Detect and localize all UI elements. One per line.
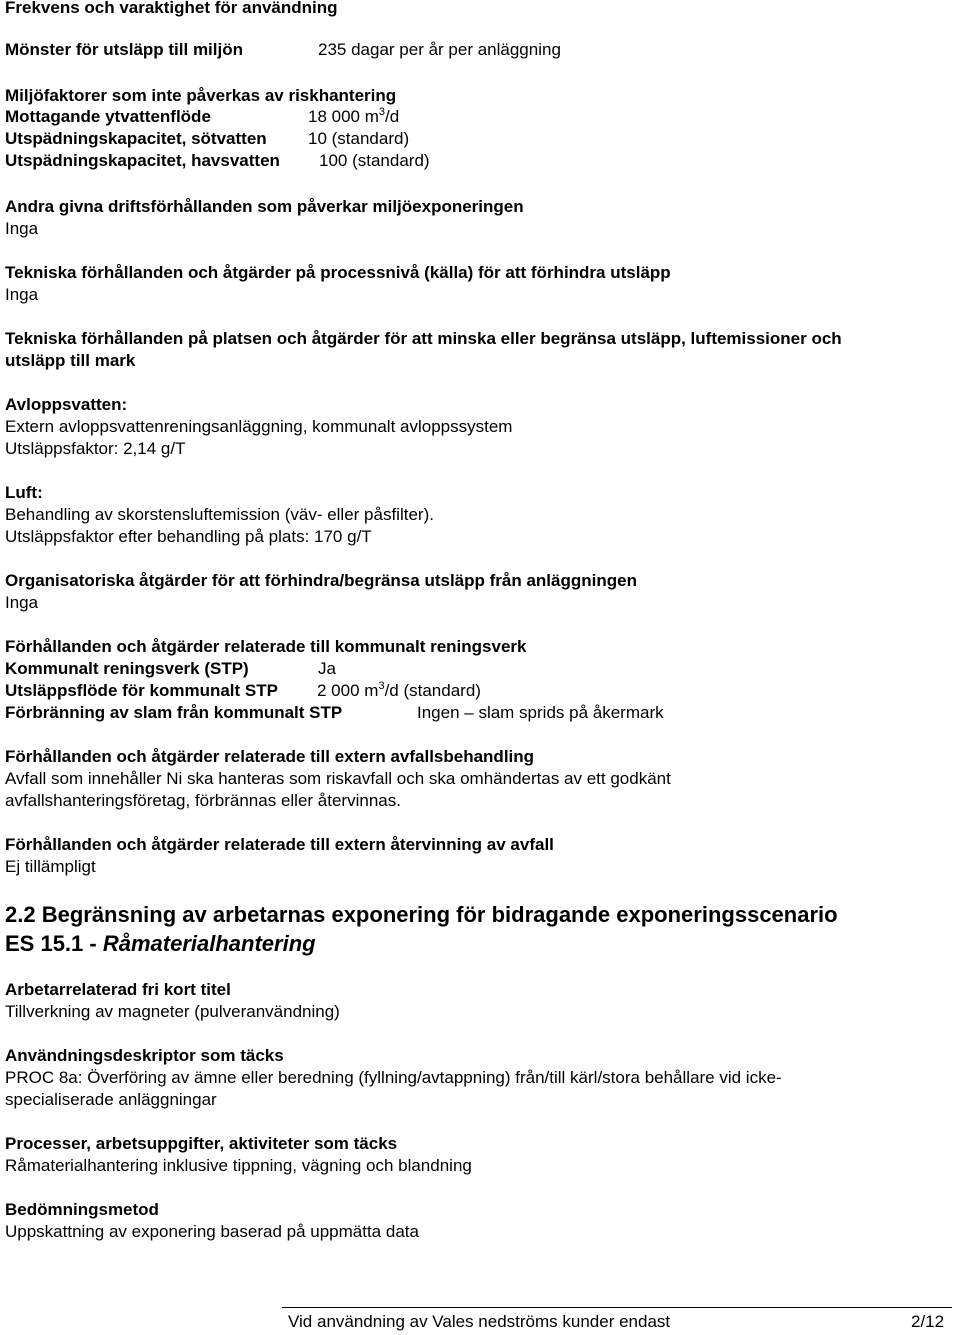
processes-value: Råmaterialhantering inklusive tippning, vägning och blandning (5, 1156, 472, 1175)
air-line2: Utsläppsfaktor efter behandling på plats: 170 g/T (5, 527, 372, 546)
sea-value: 100 (standard) (319, 151, 430, 170)
freq-heading: Frekvens och varaktighet för användning (5, 0, 338, 17)
ext-waste-heading: Förhållanden och åtgärder relaterade till extern avfallsbehandling (5, 747, 535, 766)
ext-recycle-heading: Förhållanden och åtgärder relaterade till extern återvinning av avfall (5, 835, 554, 854)
page-number: 2/12 (911, 1312, 945, 1331)
waste-water-label: Avloppsvatten: (5, 395, 128, 414)
processes-heading: Processer, arbetsuppgifter, aktiviteter som täcks (5, 1134, 398, 1153)
pattern-value: 235 dagar per år per anläggning (318, 40, 561, 59)
worker-title-value: Tillverkning av magneter (pulveranvändning) (5, 1002, 340, 1021)
sea-label: Utspädningskapacitet, havsvatten (5, 151, 280, 170)
ext-waste-line1: Avfall som innehåller Ni ska hanteras som riskavfall och ska omhändertas av ett godkänt (5, 769, 671, 788)
air-label: Luft: (5, 483, 43, 502)
org-heading: Organisatoriska åtgärder för att förhindra/begränsa utsläpp från anläggningen (5, 571, 637, 590)
tech-process-value: Inga (5, 285, 39, 304)
footer-divider (282, 1307, 952, 1308)
descriptor-heading: Användningsdeskriptor som täcks (5, 1046, 284, 1065)
section-title-1: 2.2 Begränsning av arbetarnas exponering för bidragande exponeringsscenario (5, 902, 838, 927)
stp-burn-value: Ingen – slam sprids på åkermark (417, 703, 664, 722)
pattern-label: Mönster för utsläpp till miljön (5, 40, 243, 59)
stp-value: Ja (318, 659, 336, 678)
fresh-label: Utspädningskapacitet, sötvatten (5, 129, 267, 148)
tech-site-heading-2: utsläpp till mark (5, 351, 136, 370)
descriptor-line1: PROC 8a: Överföring av ämne eller beredning (fyllning/avtappning) från/till kärl/stora behållare vid icke- (5, 1068, 782, 1087)
ext-waste-line2: avfallshanteringsföretag, förbrännas eller återvinnas. (5, 791, 401, 810)
assessment-heading: Bedömningsmetod (5, 1200, 159, 1219)
other-heading: Andra givna driftsförhållanden som påverkar miljöexponeringen (5, 197, 524, 216)
flow-value: 18 000 $m^3/d$ (308, 106, 400, 126)
stp-heading: Förhållanden och åtgärder relaterade till kommunalt reningsverk (5, 637, 527, 656)
waste-water-line2: Utsläppsfaktor: 2,14 g/T (5, 439, 186, 458)
air-line1: Behandling av skorstensluftemission (väv- eller påsfilter). (5, 505, 434, 524)
env-heading: Miljöfaktorer som inte påverkas av riskhantering (5, 86, 397, 105)
section-title-2: ES 15.1 - Råmaterialhantering (5, 931, 316, 956)
stp-label: Kommunalt reningsverk (STP) (5, 659, 249, 678)
fresh-value: 10 (standard) (308, 129, 410, 148)
org-value: Inga (5, 593, 39, 612)
waste-water-line1: Extern avloppsvattenreningsanläggning, kommunalt avloppssystem (5, 417, 513, 436)
footer-text: Vid användning av Vales nedströms kunder endast (288, 1312, 671, 1331)
assessment-value: Uppskattning av exponering baserad på uppmätta data (5, 1222, 419, 1241)
stp-flow-value: 2 000 $m^3/d$ (standard) (317, 680, 481, 700)
other-value: Inga (5, 219, 39, 238)
tech-site-heading-1: Tekniska förhållanden på platsen och åtgärder för att minska eller begränsa utsläpp, luftemissioner och (5, 329, 842, 348)
worker-title-heading: Arbetarrelaterad fri kort titel (5, 980, 231, 999)
ext-recycle-value: Ej tillämpligt (5, 857, 96, 876)
stp-flow-label: Utsläppsflöde för kommunalt STP (5, 681, 278, 700)
descriptor-line2: specialiserade anläggningar (5, 1090, 217, 1109)
tech-process-heading: Tekniska förhållanden och åtgärder på processnivå (källa) för att förhindra utsläpp (5, 263, 671, 282)
stp-burn-label: Förbränning av slam från kommunalt STP (5, 703, 343, 722)
flow-label: Mottagande ytvattenflöde (5, 107, 211, 126)
